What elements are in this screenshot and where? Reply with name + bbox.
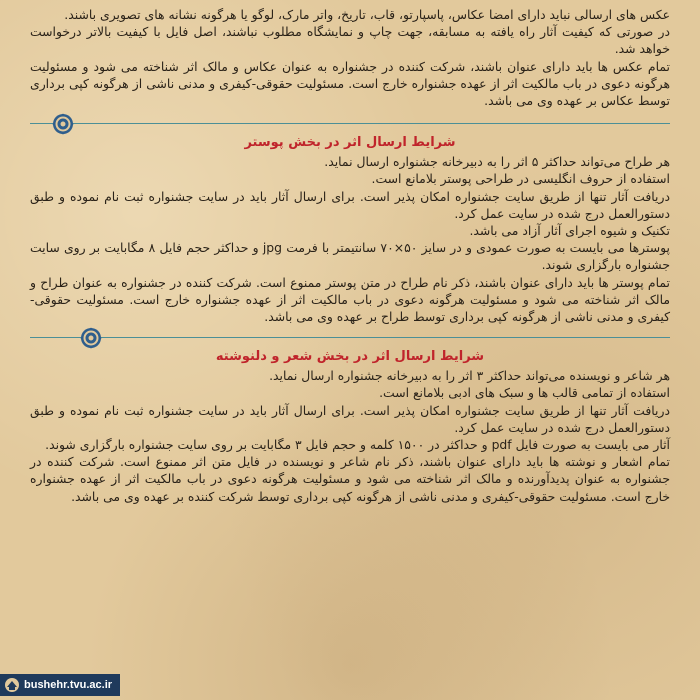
section-heading: شرایط ارسال اثر در بخش پوستر: [244, 135, 456, 151]
paragraph: دریافت آثار تنها از طریق سایت جشنواره امکان پذیر است. برای ارسال آثار باید در سایت جشنواره ثبت نام نموده و طبق دستورالعمل درج شده در سایت عمل کرد.: [30, 188, 670, 221]
divider-line: [30, 123, 670, 124]
section-divider: [30, 113, 670, 133]
paragraph: تکنیک و شیوه اجرای آثار آزاد می باشد.: [469, 223, 670, 239]
site-watermark: [0, 674, 120, 696]
photo-rules-section: [30, 6, 670, 109]
paragraph: هر طراح می‌تواند حداکثر ۵ اثر را به دبیرخانه جشنواره ارسال نماید.: [324, 154, 670, 170]
paragraph: پوسترها می بایست به صورت عمودی و در سایز ۵۰×۷۰ سانتیمتر با فرمت jpg و حداکثر حجم فایل ۸ مگابایت بر روی سایت جشنواره بارگزاری شوند.: [30, 240, 670, 273]
section-divider: [30, 327, 670, 347]
paragraph: آثار می بایست به صورت فایل pdf و حداکثر در ۱۵۰۰ کلمه و حجم فایل ۳ مگابایت بر روی سایت جشنواره بارگزاری شوند.: [45, 437, 670, 453]
paragraph: استفاده از تمامی قالب ها و سبک های ادبی بلامانع است.: [379, 385, 670, 401]
watermark-text: bushehr.tvu.ac.ir: [24, 679, 113, 691]
rosette-icon: [52, 113, 74, 135]
section-heading: شرایط ارسال اثر در بخش شعر و دلنوشته: [215, 349, 485, 365]
paragraph: عکس های ارسالی نباید دارای امضا عکاس، پاسپارتو، قاب، تاریخ، واتر مارک، لوگو یا هرگونه نشانه های تصویری باشند.: [64, 7, 670, 22]
paragraph: تمام پوستر ها باید دارای عنوان باشند، ذکر نام طراح در متن پوستر ممنوع است. شرکت کننده در جشنواره به عنوان طراح و مالک اثر شناخته می شود و مسئولیت هرگونه دعوی در باب مالکیت اثر از عهده جشنواره خارج است. مسئولیت حقوقی-کیفری و مدنی ناشی از هرگونه کپی برداری توسط طراح بر عهده وی می باشد.: [30, 274, 670, 325]
university-logo-icon: [4, 677, 20, 693]
document-page: [30, 6, 670, 700]
paragraph: دریافت آثار تنها از طریق سایت جشنواره امکان پذیر است. برای ارسال آثار باید در سایت جشنواره ثبت نام نموده و طبق دستورالعمل درج شده در سایت عمل کرد.: [30, 402, 670, 435]
paragraph: هر شاعر و نویسنده می‌تواند حداکثر ۳ اثر را به دبیرخانه جشنواره ارسال نماید.: [269, 368, 670, 384]
rosette-icon: [80, 327, 102, 349]
paragraph: تمام اشعار و نوشته ها باید دارای عنوان باشند، ذکر نام شاعر و نویسنده در فایل متن اثر ممنوع است. شرکت کننده در جشنواره به عنوان پدیدآورنده و مالک اثر شناخته می شود و مسئولیت هرگونه دعوی در باب مالکیت اثر از عهده جشنواره خارج است. مسئولیت حقوقی-کیفری و مدنی ناشی از هرگونه کپی برداری توسط شرکت کننده بر عهده وی می باشد.: [30, 454, 670, 504]
poetry-rules-section: [30, 349, 670, 505]
paragraph: استفاده از حروف انگلیسی در طراحی پوستر بلامانع است.: [371, 171, 670, 187]
poster-rules-section: [30, 135, 670, 325]
divider-line: [30, 337, 670, 338]
paragraph: در صورتی که کیفیت آثار راه یافته به مسابقه، جهت چاپ و نمایشگاه مطلوب نباشند، اصل فایل با کیفیت بالاتر درخواست خواهد شد.: [30, 24, 670, 57]
paragraph: تمام عکس ها باید دارای عنوان باشند، شرکت کننده در جشنواره به عنوان عکاس و مالک اثر شناخته می شود و مسئولیت هرگونه دعوی در باب مالکیت اثر از عهده جشنواره خارج است. مسئولیت حقوقی-کیفری و مدنی ناشی از هرگونه کپی برداری توسط عکاس بر عهده وی می باشد.: [30, 58, 670, 109]
